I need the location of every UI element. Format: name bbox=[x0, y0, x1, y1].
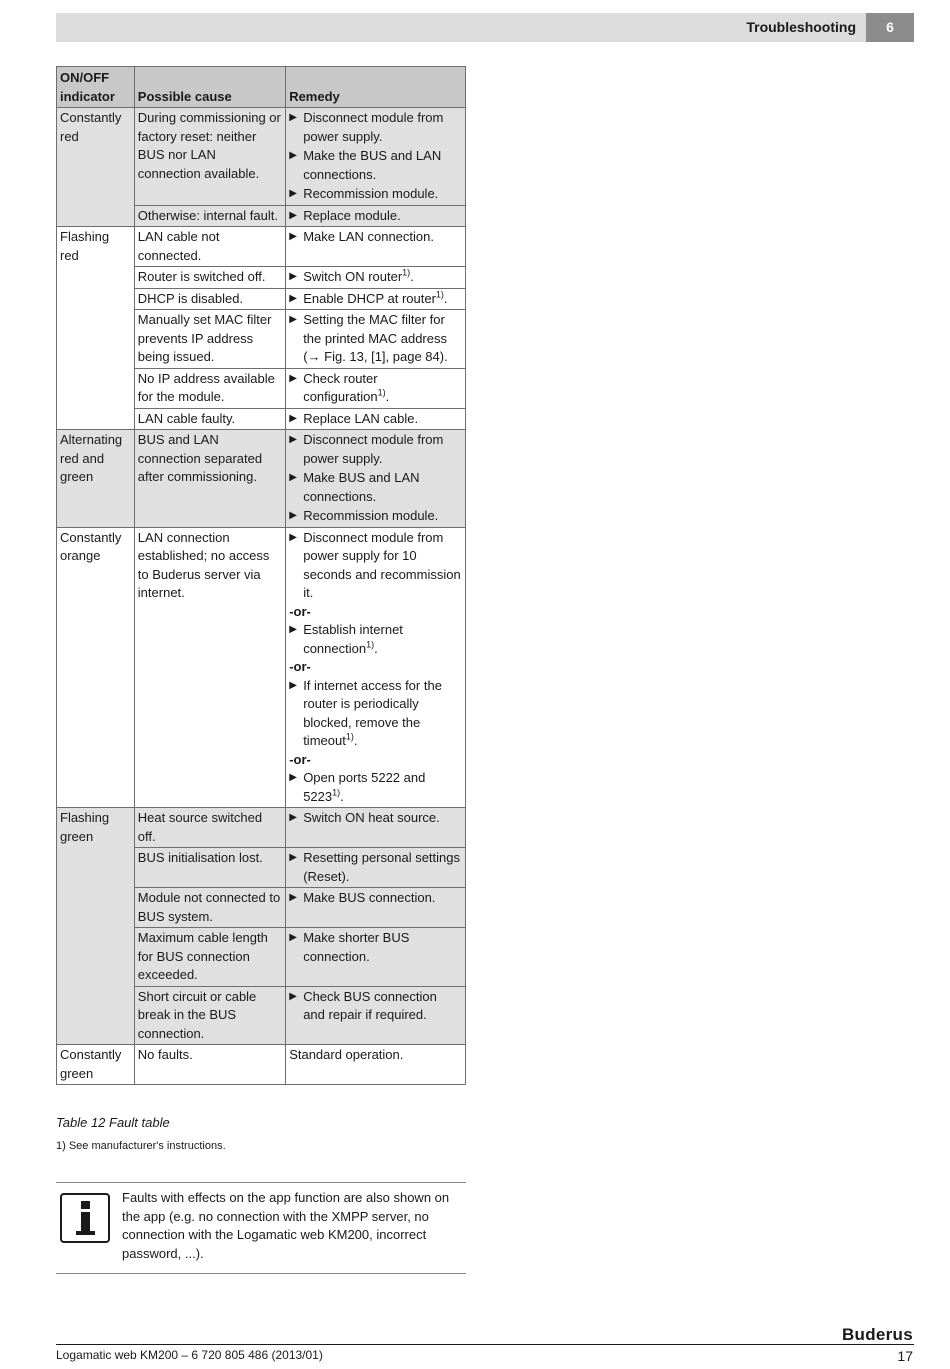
cause-cell: Manually set MAC filter prevents IP address being issued. bbox=[134, 310, 285, 369]
fault-table bbox=[56, 66, 466, 1085]
indicator-cell: Constantly red bbox=[57, 108, 135, 227]
remedy-cell bbox=[286, 368, 466, 408]
remedy-step: ▶ Make shorter BUS connection. bbox=[289, 930, 410, 964]
footnote-mark: 1) bbox=[377, 387, 386, 398]
cause-cell: Otherwise: internal fault. bbox=[134, 205, 285, 227]
play-triangle-icon: ▶ bbox=[289, 271, 297, 282]
cause-cell: LAN cable faulty. bbox=[134, 408, 285, 430]
remedy-step: ▶ Open ports 5222 and 5223$^{1)}$. bbox=[289, 770, 426, 804]
play-triangle-icon: ▶ bbox=[289, 812, 297, 823]
footnote-mark: 1) bbox=[366, 639, 375, 650]
play-triangle-icon: ▶ bbox=[289, 679, 297, 691]
remedy-cell bbox=[286, 227, 466, 267]
footnote-mark: 1) bbox=[332, 787, 341, 798]
page-header bbox=[56, 13, 914, 42]
column-header-cause: Possible cause bbox=[134, 67, 285, 108]
remedy-step: ▶ Establish internet connection$^{1)}$. bbox=[289, 622, 403, 656]
play-triangle-icon: ▶ bbox=[289, 412, 297, 424]
play-triangle-icon: ▶ bbox=[289, 510, 297, 521]
remedy-cell bbox=[286, 310, 466, 369]
play-triangle-icon: ▶ bbox=[289, 472, 297, 483]
info-icon bbox=[60, 1193, 110, 1243]
remedy-step: ▶ Recommission module. bbox=[289, 185, 462, 204]
cause-cell: Heat source switched off. bbox=[134, 808, 285, 848]
indicator-cell: Flashing red bbox=[57, 227, 135, 430]
play-triangle-icon: ▶ bbox=[289, 932, 297, 943]
remedy-step: ▶ Resetting personal settings (Reset). bbox=[289, 850, 460, 884]
document-reference: Logamatic web KM200 – 6 720 805 486 (2013/01) bbox=[56, 1348, 323, 1362]
play-triangle-icon: ▶ bbox=[289, 372, 297, 384]
play-triangle-icon: ▶ bbox=[289, 990, 297, 1002]
or-separator: -or- bbox=[289, 751, 311, 767]
column-header-indicator: ON/OFF indicator bbox=[57, 67, 135, 108]
remedy-step: ▶ Check router configuration$^{1)}$. bbox=[289, 370, 390, 404]
remedy-step: ▶ Make BUS and LAN connections. bbox=[289, 470, 420, 504]
chapter-number: 6 bbox=[866, 13, 914, 42]
cause-cell: DHCP is disabled. bbox=[134, 288, 285, 310]
play-triangle-icon: ▶ bbox=[289, 531, 297, 543]
cause-cell: During commissioning or factory reset: neither BUS nor LAN connection available. bbox=[134, 108, 285, 206]
remedy-step: ▶ Make LAN connection. bbox=[289, 228, 462, 247]
info-note bbox=[56, 1182, 466, 1274]
remedy-step: ▶ Enable DHCP at router$^{1)}$. bbox=[289, 290, 462, 309]
or-separator: -or- bbox=[289, 603, 311, 619]
footnote-mark: 1) bbox=[402, 267, 411, 278]
play-triangle-icon: ▶ bbox=[289, 188, 297, 199]
remedy-step: ▶ Replace module. bbox=[289, 207, 462, 226]
remedy-step: ▶ If internet access for the router is periodically blocked, remove the timeout$^{1)}$. bbox=[289, 677, 442, 748]
table-row bbox=[57, 227, 466, 267]
remedy-cell bbox=[286, 205, 466, 227]
footnote-mark: 1) bbox=[435, 289, 444, 300]
table-caption: Table 12 Fault table bbox=[56, 1115, 170, 1130]
remedy-step: ▶ Check BUS connection and repair if required. bbox=[289, 988, 437, 1022]
indicator-cell: Alternating red and green bbox=[57, 430, 135, 528]
remedy-cell bbox=[286, 108, 466, 206]
indicator-cell: Flashing green bbox=[57, 808, 135, 1045]
brand-logo: Buderus bbox=[841, 1325, 913, 1344]
cause-cell: BUS initialisation lost. bbox=[134, 848, 285, 888]
footer-divider bbox=[56, 1344, 914, 1345]
remedy-cell bbox=[286, 986, 466, 1045]
table-row bbox=[57, 1045, 466, 1085]
remedy-cell bbox=[286, 288, 466, 310]
remedy-cell bbox=[286, 527, 466, 808]
play-triangle-icon: ▶ bbox=[289, 624, 297, 635]
remedy-cell bbox=[286, 848, 466, 888]
cause-cell: LAN cable not connected. bbox=[134, 227, 285, 267]
footnote-mark: 1) bbox=[345, 731, 354, 742]
play-triangle-icon: ▶ bbox=[289, 434, 297, 445]
cause-cell: No IP address available for the module. bbox=[134, 368, 285, 408]
remedy-step: ▶ Disconnect module from power supply. bbox=[289, 110, 444, 144]
remedy-cell bbox=[286, 267, 466, 289]
column-header-remedy: Remedy bbox=[286, 67, 466, 108]
remedy-step: ▶ Make the BUS and LAN connections. bbox=[289, 148, 442, 182]
play-triangle-icon: ▶ bbox=[289, 209, 297, 221]
play-triangle-icon: ▶ bbox=[289, 150, 297, 161]
play-triangle-icon: ▶ bbox=[289, 892, 297, 903]
play-triangle-icon: ▶ bbox=[289, 852, 297, 863]
remedy-step: ▶ Switch ON router$^{1)}$. bbox=[289, 268, 462, 287]
play-triangle-icon: ▶ bbox=[289, 772, 297, 783]
note-text: Faults with effects on the app function are also shown on the app (e.g. no connection with the XMPP server, no connection with the Logamatic web KM200, incorrect password, ...). bbox=[122, 1190, 450, 1262]
section-title: Troubleshooting bbox=[746, 19, 856, 35]
remedy-step: ▶ Make BUS connection. bbox=[289, 889, 462, 908]
remedy-step: ▶ Setting the MAC filter for the printed MAC address (→ Fig. 13, [1], page 84). bbox=[289, 312, 448, 364]
footnote: 1) See manufacturer's instructions. bbox=[56, 1140, 226, 1152]
remedy-step: ▶ Recommission module. bbox=[289, 507, 462, 526]
or-separator: -or- bbox=[289, 659, 311, 674]
remedy-cell bbox=[286, 928, 466, 987]
play-triangle-icon: ▶ bbox=[289, 292, 297, 304]
remedy-cell bbox=[286, 808, 466, 848]
remedy-cell bbox=[286, 888, 466, 928]
indicator-cell: Constantly green bbox=[57, 1045, 135, 1085]
remedy-cell bbox=[286, 408, 466, 430]
cause-cell: No faults. bbox=[134, 1045, 285, 1085]
cause-cell: Maximum cable length for BUS connection exceeded. bbox=[134, 928, 285, 987]
cause-cell: Short circuit or cable break in the BUS connection. bbox=[134, 986, 285, 1045]
page-number: 17 bbox=[897, 1348, 913, 1364]
remedy-cell: Standard operation. bbox=[286, 1045, 466, 1085]
table-row bbox=[57, 108, 466, 206]
cause-cell: Router is switched off. bbox=[134, 267, 285, 289]
table-header-row bbox=[57, 67, 466, 108]
cause-cell: Module not connected to BUS system. bbox=[134, 888, 285, 928]
play-triangle-icon: ▶ bbox=[289, 314, 297, 325]
remedy-step: ▶ Disconnect module from power supply. bbox=[289, 432, 444, 466]
cause-cell: LAN connection established; no access to Buderus server via internet. bbox=[134, 527, 285, 808]
table-row bbox=[57, 808, 466, 848]
remedy-cell bbox=[286, 430, 466, 528]
play-triangle-icon: ▶ bbox=[289, 112, 297, 123]
table-row bbox=[57, 527, 466, 808]
indicator-cell: Constantly orange bbox=[57, 527, 135, 808]
cause-cell: BUS and LAN connection separated after commissioning. bbox=[134, 430, 285, 528]
play-triangle-icon: ▶ bbox=[289, 231, 297, 242]
remedy-step: ▶ Replace LAN cable. bbox=[289, 410, 462, 429]
remedy-step: ▶ Switch ON heat source. bbox=[289, 809, 462, 828]
remedy-step: ▶ Disconnect module from power supply for 10 seconds and recommission it. bbox=[289, 529, 461, 600]
table-row bbox=[57, 430, 466, 528]
